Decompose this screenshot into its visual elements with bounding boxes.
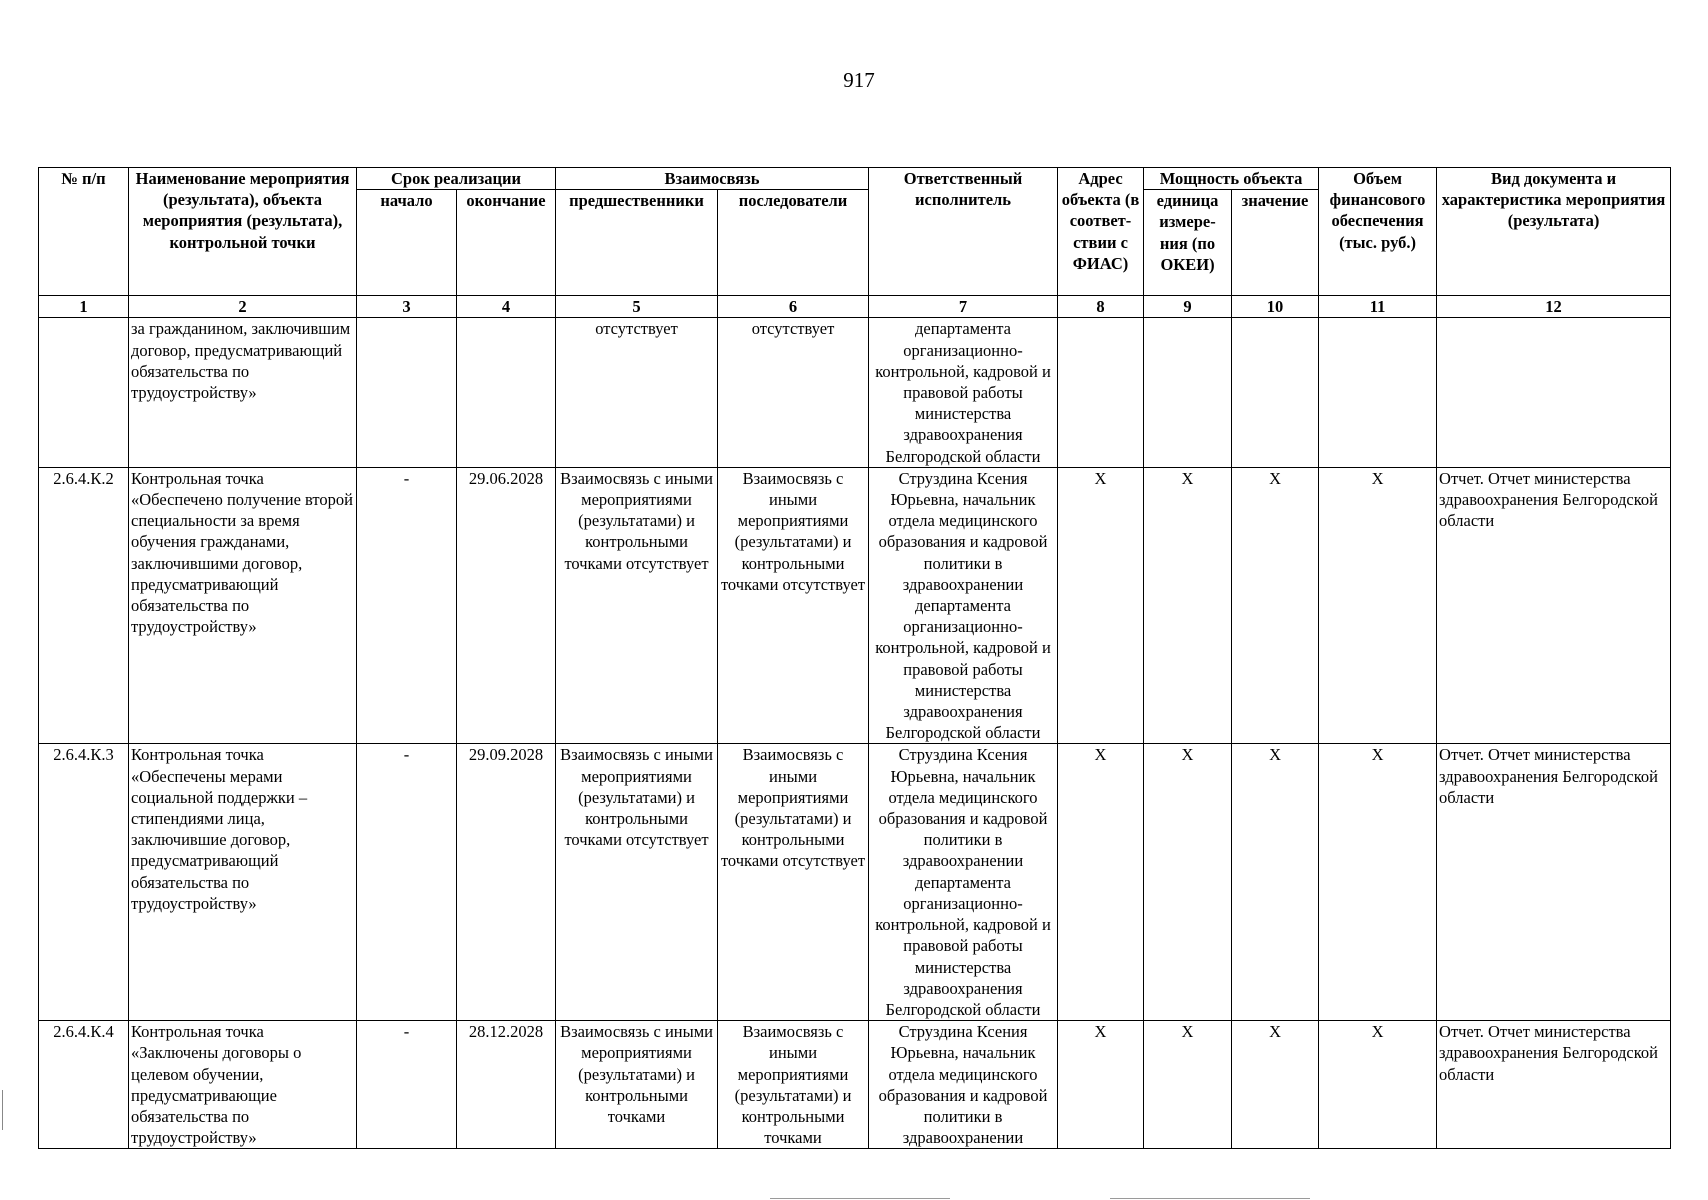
plan-table <box>38 167 1671 1149</box>
table-row <box>39 744 1671 1021</box>
table-header <box>39 168 1671 318</box>
row-addr: Х <box>1058 1021 1144 1149</box>
row-addr: Х <box>1058 467 1144 744</box>
col-number: 8 <box>1058 296 1144 318</box>
col-number: 1 <box>39 296 129 318</box>
row-num: 2.6.4.К.4 <box>39 1021 129 1149</box>
row-unit: Х <box>1144 744 1232 1021</box>
row-doc <box>1437 318 1671 467</box>
col-number: 3 <box>357 296 457 318</box>
header-resp: Ответственный исполнитель <box>869 168 1058 296</box>
row-posl: отсутствует <box>718 318 869 467</box>
row-name: за гражданином, заключившим договор, предусматривающий обязательства по трудоустройству» <box>129 318 357 467</box>
row-resp <box>869 1021 1058 1149</box>
row-unit <box>1144 318 1232 467</box>
header-unit: единица измере-ния (по ОКЕИ) <box>1144 190 1232 296</box>
row-pred: отсутствует <box>556 318 718 467</box>
table-row <box>39 467 1671 744</box>
row-value <box>1232 318 1319 467</box>
col-number: 2 <box>129 296 357 318</box>
header-name: Наименование мероприятия (результата), объекта мероприятия (результата), контрольной точки <box>129 168 357 296</box>
col-number: 12 <box>1437 296 1671 318</box>
row-start: - <box>357 467 457 744</box>
row-num <box>39 318 129 467</box>
row-posl <box>718 1021 869 1149</box>
row-pred <box>556 1021 718 1149</box>
row-num: 2.6.4.К.2 <box>39 467 129 744</box>
row-resp: Струздина Ксения Юрьевна, начальник отдела медицинского образования и кадровой политики в здравоохранении департамента организационно-контрольной, кадровой и правовой работы министерства здравоохранения Белгородской области <box>869 744 1058 1021</box>
row-name: Контрольная точка «Заключены договоры о целевом обучении, предусматривающие обязательства по трудоустройству» <box>129 1021 357 1149</box>
col-number: 4 <box>457 296 556 318</box>
row-value: Х <box>1232 1021 1319 1149</box>
row-unit: Х <box>1144 467 1232 744</box>
header-srok: Срок реализации <box>357 168 556 190</box>
row-name: Контрольная точка «Обеспечены мерами социальной поддержки – стипендиями лица, заключившие договор, предусматривающий обязательства по трудоустройству» <box>129 744 357 1021</box>
row-doc: Отчет. Отчет министерства здравоохранения Белгородской области <box>1437 1021 1671 1149</box>
header-num: № п/п <box>39 168 129 296</box>
row-end: 29.06.2028 <box>457 467 556 744</box>
row-fin: Х <box>1319 467 1437 744</box>
col-number: 6 <box>718 296 869 318</box>
scan-artifact-line <box>770 1198 950 1199</box>
header-doc: Вид документа и характеристика мероприятия (результата) <box>1437 168 1671 296</box>
col-number: 9 <box>1144 296 1232 318</box>
header-posl: последователи <box>718 190 869 296</box>
header-mosh: Мощность объекта <box>1144 168 1319 190</box>
header-end: окончание <box>457 190 556 296</box>
row-pred-text: Взаимосвязь с иными мероприятиями (результатами) и контрольными точками <box>560 1022 713 1126</box>
row-addr: Х <box>1058 744 1144 1021</box>
header-value: значение <box>1232 190 1319 296</box>
col-number: 7 <box>869 296 1058 318</box>
row-pred: Взаимосвязь с иными мероприятиями (результатами) и контрольными точками отсутствует <box>556 467 718 744</box>
row-name: Контрольная точка «Обеспечено получение второй специальности за время обучения гражданами, заключившими договор, предусматривающий обязательства по трудоустройству» <box>129 467 357 744</box>
row-end <box>457 318 556 467</box>
row-end: 29.09.2028 <box>457 744 556 1021</box>
header-pred: предшественники <box>556 190 718 296</box>
header-start: начало <box>357 190 457 296</box>
row-pred: Взаимосвязь с иными мероприятиями (результатами) и контрольными точками отсутствует <box>556 744 718 1021</box>
header-addr: Адрес объекта (в соответ-ствии с ФИАС) <box>1058 168 1144 296</box>
row-fin <box>1319 318 1437 467</box>
col-number: 11 <box>1319 296 1437 318</box>
row-posl: Взаимосвязь с иными мероприятиями (результатами) и контрольными точками отсутствует <box>718 467 869 744</box>
row-num: 2.6.4.К.3 <box>39 744 129 1021</box>
row-resp: департамента организационно-контрольной, кадровой и правовой работы министерства здравоохранения Белгородской области <box>869 318 1058 467</box>
col-number: 10 <box>1232 296 1319 318</box>
table-row <box>39 318 1671 467</box>
row-doc: Отчет. Отчет министерства здравоохранения Белгородской области <box>1437 467 1671 744</box>
table-row <box>39 1021 1671 1149</box>
page-number: 917 <box>843 68 875 92</box>
row-posl-text: Взаимосвязь с иными мероприятиями (результатами) и контрольными точками <box>734 1022 852 1148</box>
row-unit: Х <box>1144 1021 1232 1149</box>
row-posl: Взаимосвязь с иными мероприятиями (результатами) и контрольными точками отсутствует <box>718 744 869 1021</box>
row-resp-text: Струздина Ксения Юрьевна, начальник отдела медицинского образования и кадровой политики в здравоохранении <box>878 1022 1048 1148</box>
row-doc: Отчет. Отчет министерства здравоохранения Белгородской области <box>1437 744 1671 1021</box>
row-resp: Струздина Ксения Юрьевна, начальник отдела медицинского образования и кадровой политики в здравоохранении департамента организационно-контрольной, кадровой и правовой работы министерства здравоохранения Белгородской области <box>869 467 1058 744</box>
row-fin: Х <box>1319 1021 1437 1149</box>
col-number: 5 <box>556 296 718 318</box>
header-vzaim: Взаимосвязь <box>556 168 869 190</box>
scan-artifact-line <box>1110 1198 1310 1199</box>
row-end: 28.12.2028 <box>457 1021 556 1149</box>
row-fin: Х <box>1319 744 1437 1021</box>
row-value: Х <box>1232 467 1319 744</box>
row-start: - <box>357 1021 457 1149</box>
row-start <box>357 318 457 467</box>
header-fin: Объем финансового обеспечения (тыс. руб.) <box>1319 168 1437 296</box>
row-value: Х <box>1232 744 1319 1021</box>
row-start: - <box>357 744 457 1021</box>
scan-artifact-mark <box>2 1090 3 1130</box>
column-numbers-row <box>39 296 1671 318</box>
row-addr <box>1058 318 1144 467</box>
